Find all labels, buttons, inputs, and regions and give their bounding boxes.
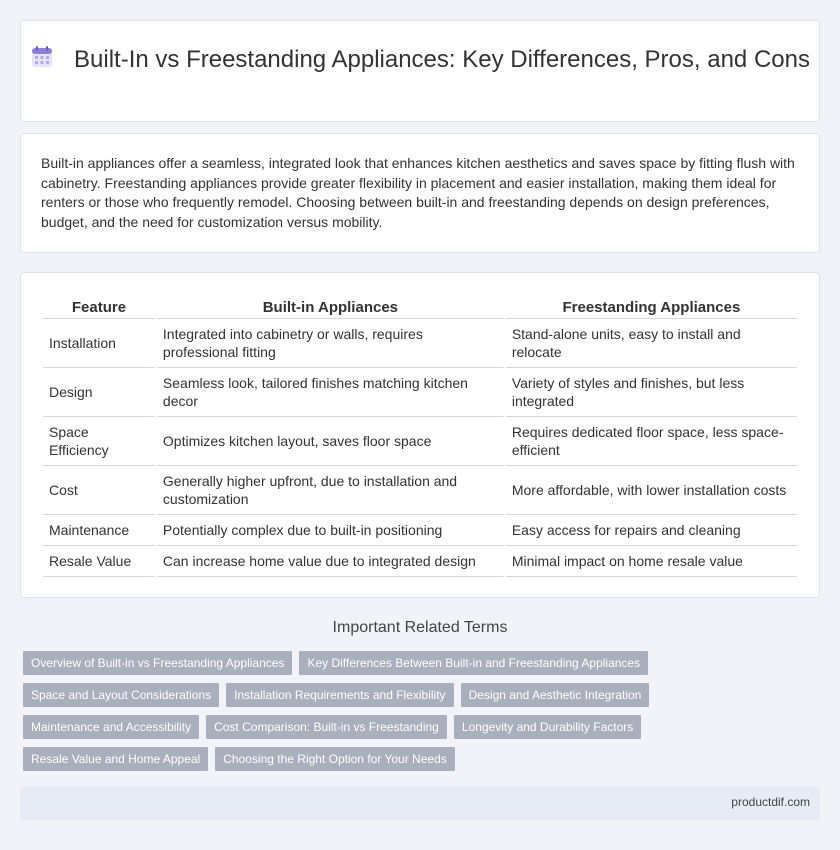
table-row: [43, 417, 797, 466]
row-built-in: Seamless look, tailored finishes matching kitchen decor: [157, 368, 504, 417]
comparison-table-card: [20, 272, 820, 598]
related-terms-title: Important Related Terms: [332, 619, 508, 636]
footer: [20, 786, 820, 820]
table-header-row: [43, 293, 797, 319]
related-tag[interactable]: Maintenance and Accessibility: [23, 715, 199, 739]
title-wrap: [21, 45, 819, 74]
row-built-in: Optimizes kitchen layout, saves floor space: [157, 417, 504, 466]
row-freestanding: More affordable, with lower installation costs: [506, 466, 797, 515]
comparison-table: [41, 293, 799, 577]
header-built-in: Built-in Appliances: [157, 293, 504, 319]
row-feature: Space Efficiency: [43, 417, 155, 466]
row-feature: Resale Value: [43, 546, 155, 577]
intro-paragraph: Built-in appliances offer a seamless, integrated look that enhances kitchen aesthetics and saves space by fitting flush with cabinetry. Freestanding appliances provide greater flexibility in placement and easier installation, making them ideal for renters or those who frequently remodel. Choosing between built-in and freestanding depends on design preferences, budget, and the need for customization versus mobility.: [41, 155, 795, 230]
row-freestanding: Variety of styles and finishes, but less integrated: [506, 368, 797, 417]
table-row: [43, 368, 797, 417]
row-freestanding: Requires dedicated floor space, less space-efficient: [506, 417, 797, 466]
calendar-icon: [30, 45, 54, 69]
header-freestanding: Freestanding Appliances: [506, 293, 797, 319]
row-feature: Design: [43, 368, 155, 417]
header-card: [20, 20, 820, 122]
related-tag[interactable]: Key Differences Between Built-in and Freestanding Appliances: [299, 651, 648, 675]
related-tag[interactable]: Overview of Built-in vs Freestanding Appliances: [23, 651, 292, 675]
related-tag[interactable]: Installation Requirements and Flexibility: [226, 683, 453, 707]
row-freestanding: Easy access for repairs and cleaning: [506, 515, 797, 546]
table-row: [43, 546, 797, 577]
header-feature: Feature: [43, 293, 155, 319]
row-feature: Maintenance: [43, 515, 155, 546]
row-freestanding: Minimal impact on home resale value: [506, 546, 797, 577]
related-terms-tags: [23, 651, 803, 779]
related-tag[interactable]: Resale Value and Home Appeal: [23, 747, 208, 771]
row-built-in: Potentially complex due to built-in positioning: [157, 515, 504, 546]
footer-site-link[interactable]: productdif.com: [731, 795, 810, 809]
table-row: [43, 466, 797, 515]
related-tag[interactable]: Longevity and Durability Factors: [454, 715, 641, 739]
row-built-in: Can increase home value due to integrated design: [157, 546, 504, 577]
intro-card: [20, 133, 820, 253]
row-built-in: Generally higher upfront, due to installation and customization: [157, 466, 504, 515]
table-row: [43, 515, 797, 546]
row-freestanding: Stand-alone units, easy to install and relocate: [506, 319, 797, 368]
related-tag[interactable]: Space and Layout Considerations: [23, 683, 219, 707]
related-tag[interactable]: Design and Aesthetic Integration: [461, 683, 650, 707]
table-row: [43, 319, 797, 368]
row-feature: Installation: [43, 319, 155, 368]
related-tag[interactable]: Choosing the Right Option for Your Needs: [215, 747, 454, 771]
page-title: Built-In vs Freestanding Appliances: Key Differences, Pros, and Cons: [74, 46, 810, 73]
row-feature: Cost: [43, 466, 155, 515]
row-built-in: Integrated into cabinetry or walls, requires professional fitting: [157, 319, 504, 368]
related-tag[interactable]: Cost Comparison: Built-in vs Freestanding: [206, 715, 447, 739]
